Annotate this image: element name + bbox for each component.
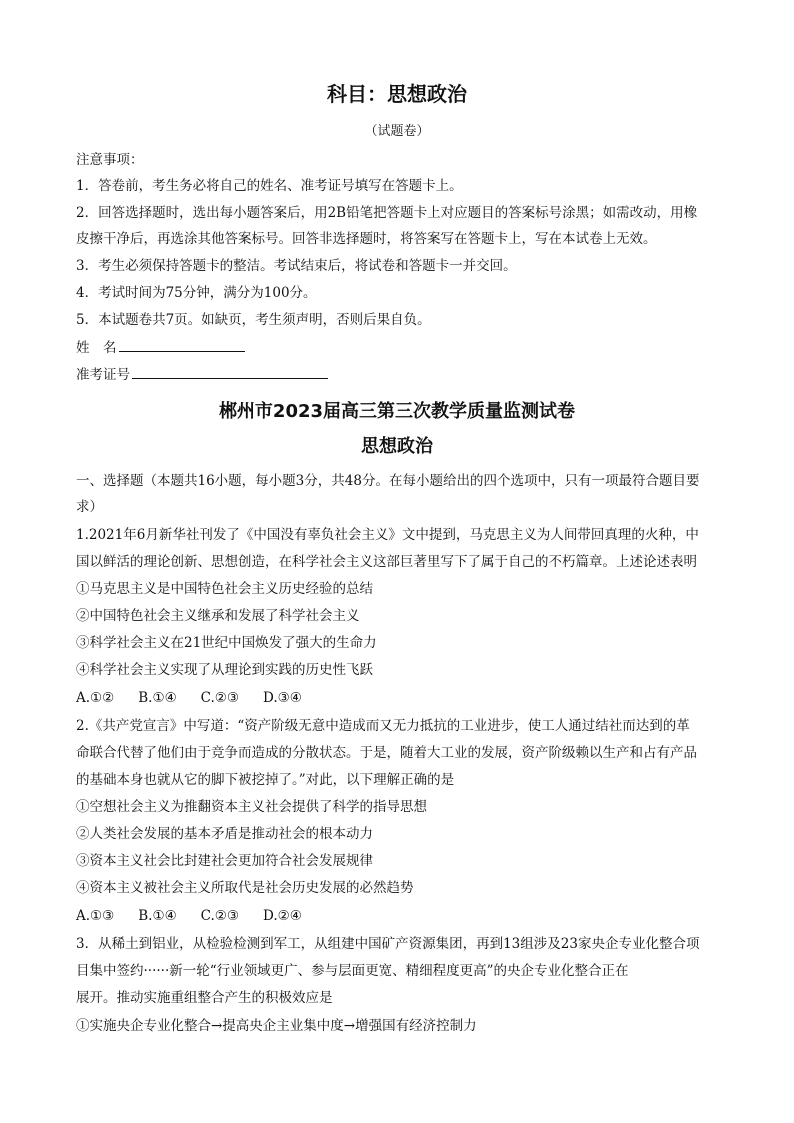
exam-title: 郴州市2023届高三第三次教学质量监测试卷 [218,401,576,422]
answer-options [76,906,726,926]
name-blank[interactable] [119,337,245,352]
option-d[interactable]: D.②④ [263,908,302,924]
question-text: 展开。推动实施重组整合产生的积极效应是 [76,990,333,1006]
notice-item: 5．本试题卷共7页。如缺页，考生须声明，否则后果自负。 [76,312,431,328]
section-instruction: 求） [76,499,103,515]
question-text: 国以鲜活的理论创新、思想创造，在科学社会主义这部巨著里写下了属于自己的不朽篇章。上述论述表明 [76,554,697,570]
question-item: ④科学社会主义实现了从理论到实践的历史性飞跃 [76,662,373,678]
question-item: ①实施央企专业化整合→提高央企主业集中度→增强国有经济控制力 [76,1018,477,1034]
exam-id-blank[interactable] [132,364,328,379]
name-field[interactable] [76,337,726,358]
exam-id-field[interactable] [76,364,726,385]
option-d[interactable]: D.③④ [263,690,302,706]
notice-item: 皮擦干净后，再选涂其他答案标号。回答非选择题时，将答案写在答题卡上，写在本试卷上无效。 [76,231,657,247]
option-a[interactable]: A.①③ [76,908,115,924]
section-instruction: 一、选择题（本题共16小题，每小题3分，共48分。在每小题给出的四个选项中，只有一项最符合题目要 [76,473,700,489]
answer-options [76,688,726,708]
option-c[interactable]: C.②③ [200,908,240,924]
question-item: ①空想社会主义为推翻资本主义社会提供了科学的指导思想 [76,799,427,815]
exam-id-label: 准考证号 [76,367,130,383]
question-item: ②中国特色社会主义继承和发展了科学社会主义 [76,608,360,624]
name-label: 姓 名 [76,340,117,356]
option-b[interactable]: B.①④ [138,908,177,924]
option-c[interactable]: C.②③ [200,690,240,706]
notice-item: 3．考生必须保持答题卡的整洁。考试结束后，将试卷和答题卡一并交回。 [76,258,517,274]
question-text: 1.2021年6月新华社刊发了《中国没有辜负社会主义》文中提到，马克思主义为人间带回真理的火种，中 [76,527,699,543]
question-item: ④资本主义被社会主义所取代是社会历史发展的必然趋势 [76,880,414,896]
option-b[interactable]: B.①④ [138,690,177,706]
notice-item: 4．考试时间为75分钟，满分为100分。 [76,285,317,301]
question-text: 命联合代替了他们由于竞争而造成的分散状态。于是，随着大工业的发展，资产阶级赖以生产和占有产品 [76,745,697,761]
question-text: 2.《共产党宣言》中写道：“资产阶级无意中造成而又无力抵抗的工业进步，使工人通过结社而达到的革 [76,718,690,734]
question-item: ③资本主义社会比封建社会更加符合社会发展规律 [76,853,373,869]
notice-heading: 注意事项： [76,152,144,168]
notice-item: 1．答卷前，考生务必将自己的姓名、准考证号填写在答题卡上。 [76,178,463,194]
question-item: ③科学社会主义在21世纪中国焕发了强大的生命力 [76,635,377,651]
paper-type-label: （试题卷） [364,124,430,139]
notice-item: 2．回答选择题时，选出每小题答案后，用2B铅笔把答题卡上对应题目的答案标号涂黑；如需改动，用橡 [76,205,698,221]
exam-subject: 思想政治 [361,436,433,457]
option-a[interactable]: A.①② [76,690,115,706]
question-text: 3．从稀土到铝业，从检验检测到军工，从组建中国矿产资源集团，再到13组涉及23家央企专业化整合项 [76,936,700,952]
subject-heading: 科目：思想政治 [327,82,467,106]
question-item: ①马克思主义是中国特色社会主义历史经验的总结 [76,581,373,597]
question-item: ②人类社会发展的基本矛盾是推动社会的根本动力 [76,826,373,842]
question-text: 目集中签约······新一轮“行业领域更广、参与层面更宽、精细程度更高”的央企专业化整合正在 [76,963,629,979]
question-text: 的基础本身也就从它的脚下被挖掉了。”对此，以下理解正确的是 [76,772,455,788]
